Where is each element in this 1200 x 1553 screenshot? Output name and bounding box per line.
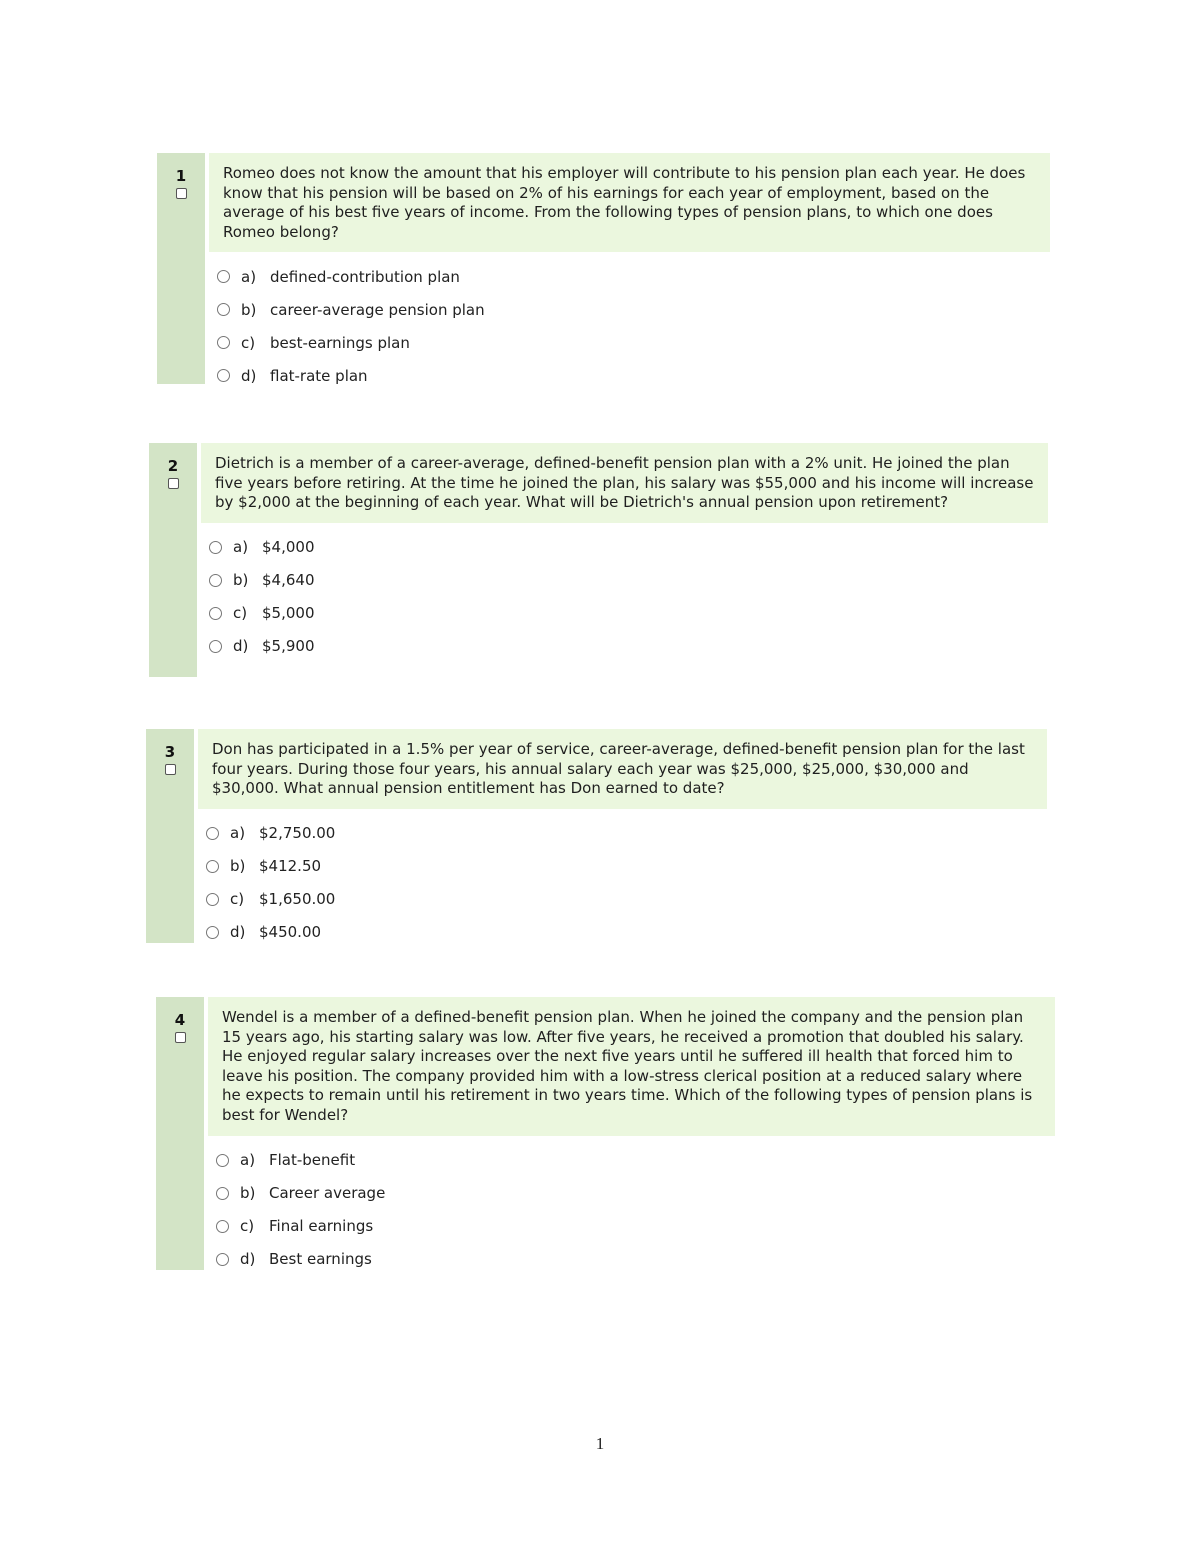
- option-b[interactable]: [217, 293, 1050, 326]
- question-text: Dietrich is a member of a career-average, defined-benefit pension plan with a 2% unit. He joined the plan five years before retiring. At the time he joined the plan, his salary was $55,000 and his income will increase by $2,000 at the beginning of each year. What will be Dietrich's annual pension upon retirement?: [201, 443, 1048, 523]
- radio-button[interactable]: [209, 541, 222, 554]
- option-letter: b): [230, 857, 246, 876]
- radio-button[interactable]: [209, 607, 222, 620]
- option-a[interactable]: [206, 817, 1047, 850]
- option-list: [208, 1136, 1055, 1276]
- option-letter: b): [233, 571, 249, 590]
- question-sidebar: [146, 729, 194, 943]
- option-d[interactable]: [216, 1243, 1055, 1276]
- question-body: [205, 153, 1050, 384]
- question-checkbox[interactable]: [176, 188, 187, 199]
- option-text: $412.50: [259, 857, 322, 876]
- option-letter: b): [240, 1184, 256, 1203]
- option-letter: a): [230, 824, 246, 843]
- option-letter: c): [241, 333, 256, 352]
- option-letter: d): [240, 1250, 256, 1269]
- question-number: 3: [164, 743, 176, 761]
- option-text: Final earnings: [269, 1217, 374, 1236]
- radio-button[interactable]: [217, 303, 230, 316]
- option-list: [198, 809, 1047, 949]
- option-text: $2,750.00: [259, 824, 336, 843]
- option-letter: a): [233, 538, 249, 557]
- option-a[interactable]: [209, 531, 1048, 564]
- question-text: Don has participated in a 1.5% per year of service, career-average, defined-benefit pension plan for the last four years. During those four years, his annual salary each year was $25,000, $25,000, $30,000 and $30,000. What annual pension entitlement has Don earned to date?: [198, 729, 1047, 809]
- radio-button[interactable]: [216, 1154, 229, 1167]
- option-b[interactable]: [216, 1177, 1055, 1210]
- option-text: Flat-benefit: [269, 1151, 356, 1170]
- option-text: $1,650.00: [259, 890, 336, 909]
- question-text: Wendel is a member of a defined-benefit pension plan. When he joined the company and the pension plan 15 years ago, his starting salary was low. After five years, he received a promotion that doubled his salary. He enjoyed regular salary increases over the next five years until he suffered ill health that forced him to leave his position. The company provided him with a low-stress clerical position at a reduced salary where he expects to remain until his retirement in two years time. Which of the following types of pension plans is best for Wendel?: [208, 997, 1055, 1136]
- option-letter: a): [241, 267, 257, 286]
- question-number: 1: [175, 167, 187, 185]
- option-d[interactable]: [206, 916, 1047, 949]
- option-text: career-average pension plan: [270, 300, 485, 319]
- option-c[interactable]: [216, 1210, 1055, 1243]
- option-text: $4,000: [262, 538, 315, 557]
- question-2: [149, 443, 1048, 677]
- option-c[interactable]: [209, 597, 1048, 630]
- radio-button[interactable]: [206, 827, 219, 840]
- question-1: [157, 153, 1050, 384]
- question-body: [204, 997, 1055, 1270]
- option-text: $450.00: [259, 923, 322, 942]
- option-letter: d): [241, 366, 257, 385]
- option-text: defined-contribution plan: [270, 267, 460, 286]
- option-d[interactable]: [209, 630, 1048, 663]
- radio-button[interactable]: [206, 860, 219, 873]
- page-number: 1: [595, 1434, 605, 1453]
- option-text: Best earnings: [269, 1250, 372, 1269]
- question-3: [146, 729, 1047, 943]
- option-letter: d): [230, 923, 246, 942]
- option-b[interactable]: [209, 564, 1048, 597]
- question-sidebar: [157, 153, 205, 384]
- question-checkbox[interactable]: [175, 1032, 186, 1043]
- option-text: $5,000: [262, 604, 315, 623]
- option-d[interactable]: [217, 359, 1050, 392]
- radio-button[interactable]: [217, 369, 230, 382]
- radio-button[interactable]: [216, 1187, 229, 1200]
- question-text: Romeo does not know the amount that his employer will contribute to his pension plan each year. He does know that his pension will be based on 2% of his earnings for each year of employment, based on the average of his best five years of income. From the following types of pension plans, to which one does Romeo belong?: [209, 153, 1050, 252]
- option-letter: d): [233, 637, 249, 656]
- question-checkbox[interactable]: [165, 764, 176, 775]
- option-text: best-earnings plan: [270, 333, 410, 352]
- option-a[interactable]: [216, 1144, 1055, 1177]
- option-text: Career average: [269, 1184, 386, 1203]
- option-letter: c): [233, 604, 248, 623]
- radio-button[interactable]: [206, 893, 219, 906]
- question-checkbox[interactable]: [168, 478, 179, 489]
- option-text: $4,640: [262, 571, 315, 590]
- radio-button[interactable]: [217, 270, 230, 283]
- option-text: flat-rate plan: [270, 366, 368, 385]
- question-sidebar: [156, 997, 204, 1270]
- question-4: [156, 997, 1055, 1270]
- radio-button[interactable]: [217, 336, 230, 349]
- option-list: [201, 523, 1048, 663]
- option-letter: b): [241, 300, 257, 319]
- question-number: 2: [167, 457, 179, 475]
- question-body: [197, 443, 1048, 677]
- option-text: $5,900: [262, 637, 315, 656]
- radio-button[interactable]: [209, 574, 222, 587]
- option-a[interactable]: [217, 260, 1050, 293]
- option-c[interactable]: [217, 326, 1050, 359]
- option-letter: c): [230, 890, 245, 909]
- option-c[interactable]: [206, 883, 1047, 916]
- radio-button[interactable]: [216, 1253, 229, 1266]
- option-letter: c): [240, 1217, 255, 1236]
- radio-button[interactable]: [206, 926, 219, 939]
- option-letter: a): [240, 1151, 256, 1170]
- question-sidebar: [149, 443, 197, 677]
- radio-button[interactable]: [216, 1220, 229, 1233]
- option-list: [209, 252, 1050, 392]
- question-number: 4: [174, 1011, 186, 1029]
- option-b[interactable]: [206, 850, 1047, 883]
- radio-button[interactable]: [209, 640, 222, 653]
- question-body: [194, 729, 1047, 943]
